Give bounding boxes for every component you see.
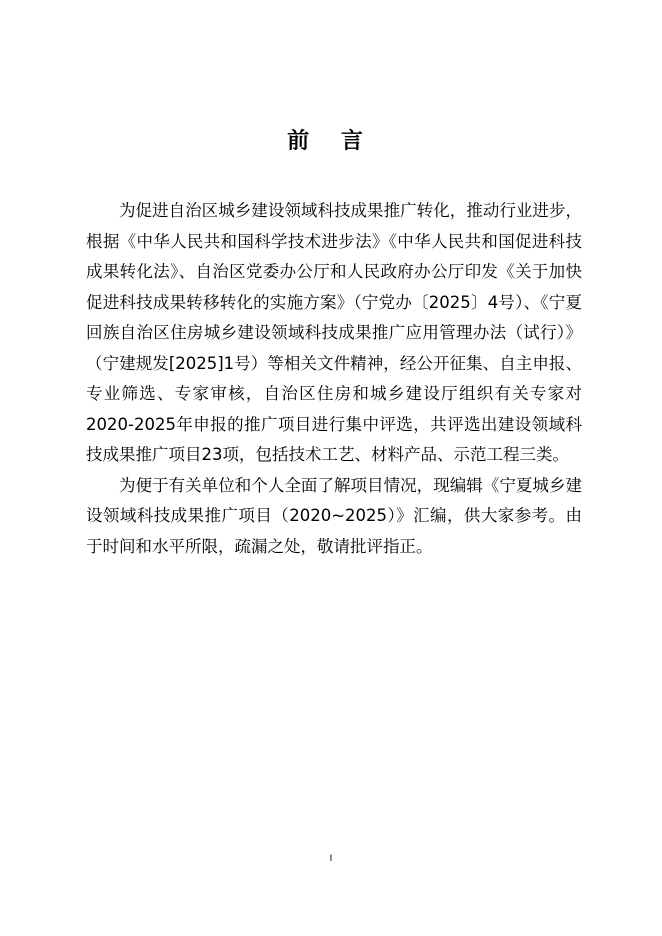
page-title: 前 言 bbox=[287, 129, 375, 154]
page-number: I bbox=[329, 854, 333, 864]
preface-body bbox=[86, 196, 582, 562]
paragraph-2: 为便于有关单位和个人全面了解项目情况，现编辑《宁夏城乡建设领域科技成果推广项目（2020~2025）》汇编，供大家参考。由于时间和水平所限，疏漏之处，敬请批评指正。 bbox=[86, 475, 582, 556]
paragraph-1: 为促进自治区城乡建设领域科技成果推广转化，推动行业进步，根据《中华人民共和国科学技术进步法》《中华人民共和国促进科技成果转化法》、自治区党委办公厅和人民政府办公厅印发《关于加快促进科技成果转移转化的实施方案》（宁党办〔2025〕4号）、《宁夏回族自治区住房城乡建设领域科技成果推广应用管理办法（试行）》（宁建规发[2025]1号）等相关文件精神，经公开征集、自主申报、专业筛选、专家审核，自治区住房和城乡建设厅组织有关专家对2020-2025年申报的推广项目进行集中评选，共评选出建设领域科技成果推广项目23项，包括技术工艺、材料产品、示范工程三类。 bbox=[86, 201, 582, 464]
